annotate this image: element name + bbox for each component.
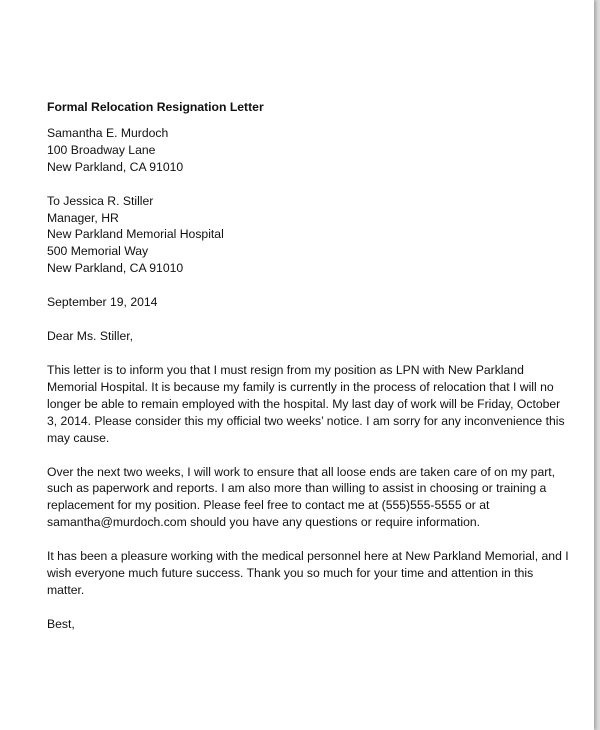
recipient-position: Manager, HR (47, 210, 119, 225)
paragraph-line: wish everyone much future success. Thank you so much for your time and attention in this (47, 566, 534, 581)
paragraph-line: Over the next two weeks, I will work to ensure that all loose ends are taken care of on my part, (47, 464, 556, 479)
letter-title: Formal Relocation Resignation Letter (47, 100, 264, 114)
paragraph-1 (47, 362, 567, 447)
recipient-organization: New Parkland Memorial Hospital (47, 227, 224, 242)
sender-street: 100 Broadway Lane (47, 142, 156, 157)
paragraph-line: replacement for my position. Please feel free to contact me at (555)555-5555 or at (47, 498, 490, 513)
recipient-street: 500 Memorial Way (47, 244, 149, 259)
paragraph-line: longer be able to remain employed with the hospital. My last day of work will be Friday, October (47, 396, 561, 411)
recipient-address (47, 193, 567, 278)
recipient-to-line: To Jessica R. Stiller (47, 193, 154, 208)
closing-text: Best, (47, 616, 75, 631)
paragraph-3 (47, 548, 567, 599)
paragraph-line: It has been a pleasure working with the medical personnel here at New Parkland Memorial, and I (47, 549, 569, 564)
paragraph-line: 3, 2014. Please consider this my official two weeks’ notice. I am sorry for any inconvenience this (47, 413, 565, 428)
paragraph-line: matter. (47, 582, 85, 597)
paragraph-2 (47, 464, 567, 532)
paragraph-line: samantha@murdoch.com should you have any questions or require information. (47, 515, 481, 530)
paragraph-line: Memorial Hospital. It is because my family is currently in the process of relocation that I will no (47, 379, 554, 394)
sender-address (47, 125, 567, 176)
letter-date (47, 294, 567, 311)
letter-body (47, 99, 567, 650)
paragraph-line: This letter is to inform you that I must resign from my position as LPN with New Parkland (47, 362, 524, 377)
paragraph-line: such as paperwork and reports. I am also more than willing to assist in choosing or training a (47, 481, 547, 496)
paragraph-line: may cause. (47, 430, 110, 445)
sender-city: New Parkland, CA 91010 (47, 159, 184, 174)
sender-name: Samantha E. Murdoch (47, 125, 169, 140)
salutation-text: Dear Ms. Stiller, (47, 329, 134, 344)
closing (47, 616, 567, 633)
date-text: September 19, 2014 (47, 295, 158, 310)
salutation (47, 328, 567, 345)
recipient-city: New Parkland, CA 91010 (47, 261, 184, 276)
